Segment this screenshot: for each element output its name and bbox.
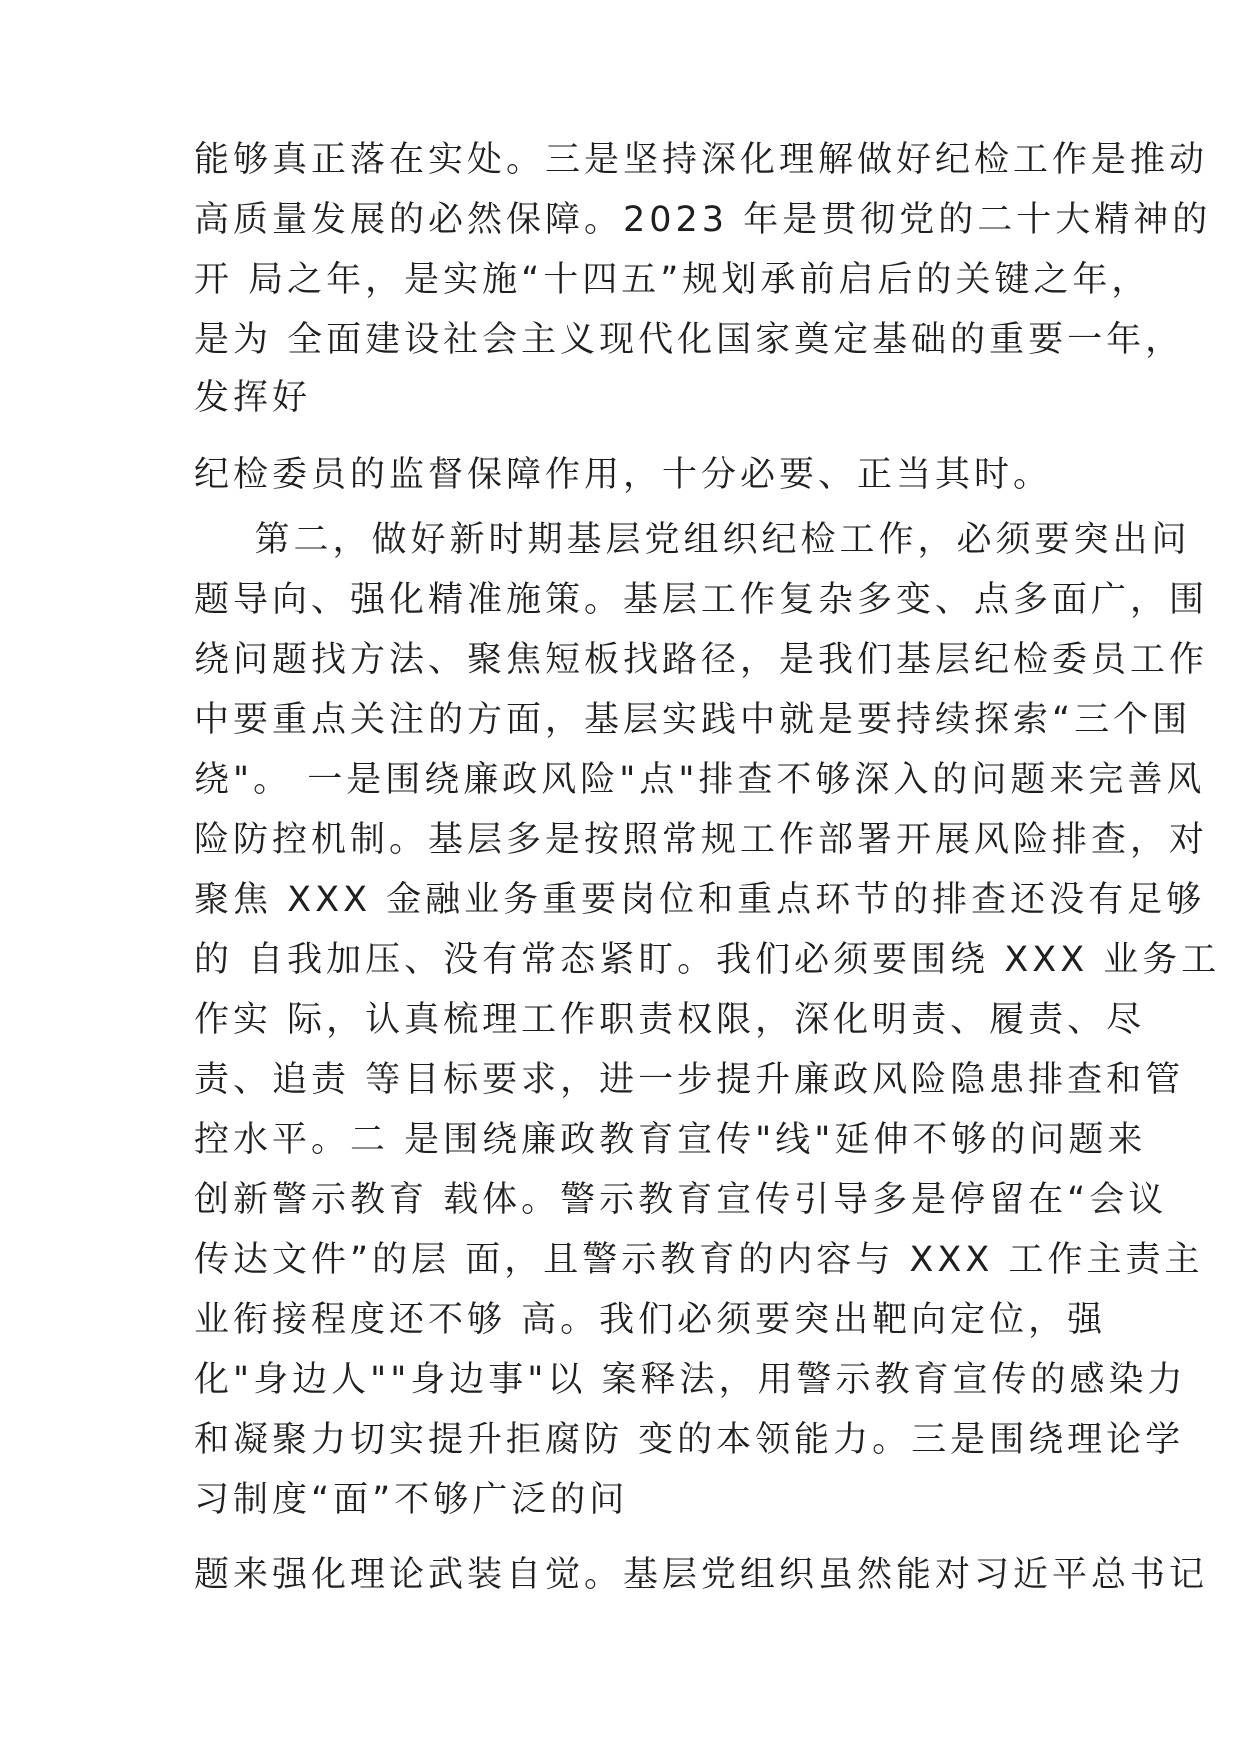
text-line-24: 题来强化理论武装自觉。基层党组织虽然能对习近平总书记 xyxy=(194,1555,1209,1595)
text-line-23: 习制度“面”不够广泛的问 xyxy=(194,1480,629,1520)
text-line-19: 传达文件”的层 面，且警示教育的内容与 XXX 工作主责主 xyxy=(194,1240,1204,1280)
text-line-11: 绕"。 一是围绕廉政风险"点"排查不够深入的问题来完善风 xyxy=(194,760,1206,800)
text-line-15: 作实 际，认真梳理工作职责权限，深化明责、履责、尽 xyxy=(194,1000,1146,1040)
text-line-20: 业衔接程度还不够 高。我们必须要突出靶向定位，强 xyxy=(194,1300,1107,1340)
text-line-8: 题导向、强化精准施策。基层工作复杂多变、点多面广，围 xyxy=(194,580,1209,620)
text-line-12: 险防控机制。基层多是按照常规工作部署开展风险排查，对 xyxy=(194,820,1209,860)
text-line-4: 是为 全面建设社会主义现代化国家奠定基础的重要一年， xyxy=(194,320,1185,360)
text-line-18: 创新警示教育 载体。警示教育宣传引导多是停留在“会议 xyxy=(194,1180,1168,1220)
text-line-3: 开 局之年，是实施“十四五”规划承前启后的关键之年， xyxy=(194,260,1151,300)
text-line-5: 发挥好 xyxy=(194,378,312,418)
text-line-16: 责、追责 等目标要求，进一步提升廉政风险隐患排查和管 xyxy=(194,1060,1185,1100)
text-line-7: 第二，做好新时期基层党组织纪检工作，必须要突出问 xyxy=(194,520,1191,560)
text-line-6: 纪检委员的监督保障作用，十分必要、正当其时。 xyxy=(194,455,1053,495)
text-line-14: 的 自我加压、没有常态紧盯。我们必须要围绕 XXX 业务工 xyxy=(194,940,1221,980)
text-line-10: 中要重点关注的方面，基层实践中就是要持续探索“三个围 xyxy=(194,700,1192,740)
text-line-1: 能够真正落在实处。三是坚持深化理解做好纪检工作是推动 xyxy=(194,140,1209,180)
text-line-21: 化"身边人""身边事"以 案释法，用警示教育宣传的感染力 xyxy=(194,1360,1187,1400)
text-line-13: 聚焦 XXX 金融业务重要岗位和重点环节的排查还没有足够 xyxy=(194,880,1206,920)
text-line-17: 控水平。二 是围绕廉政教育宣传"线"延伸不够的问题来 xyxy=(194,1120,1147,1160)
text-line-9: 绕问题找方法、聚焦短板找路径，是我们基层纪检委员工作 xyxy=(194,640,1209,680)
text-line-2: 高质量发展的必然保障。2023 年是贯彻党的二十大精神的 xyxy=(194,200,1212,240)
text-line-22: 和凝聚力切实提升拒腐防 变的本领能力。三是围绕理论学 xyxy=(194,1420,1185,1460)
